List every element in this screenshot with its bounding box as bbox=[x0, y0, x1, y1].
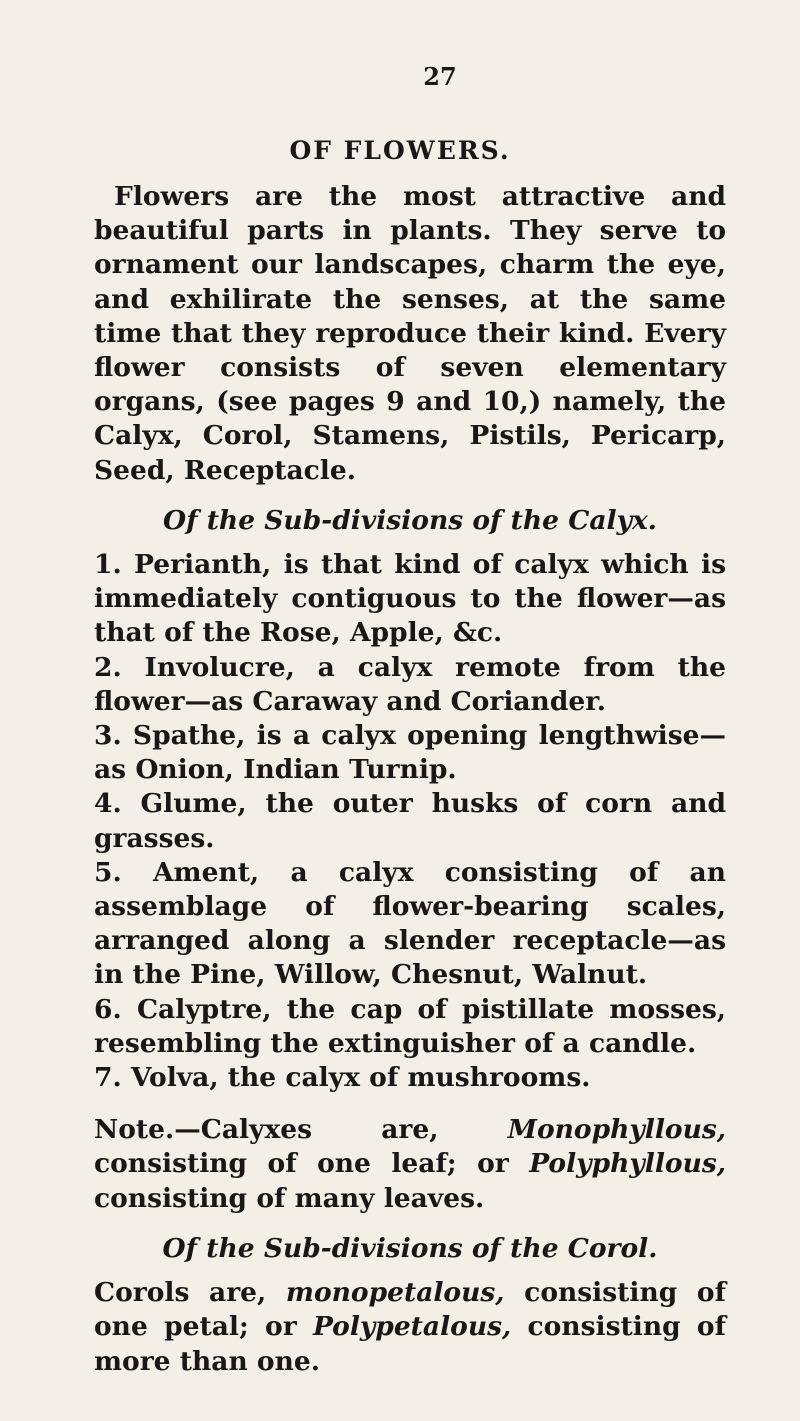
chapter-title: OF FLOWERS. bbox=[289, 136, 511, 165]
note-term-polyphyllous: Polyphyllous, bbox=[529, 1148, 726, 1180]
corol-paragraph bbox=[94, 1276, 726, 1379]
calyx-item: 7. Volva, the calyx of mushrooms. bbox=[94, 1062, 591, 1094]
corol-term-polypetalous: Polypetalous, bbox=[312, 1311, 512, 1343]
corol-section-heading: Of the Sub-divisions of the Corol. bbox=[162, 1232, 658, 1264]
calyx-note bbox=[94, 1113, 726, 1216]
corol-suffix: consisting of more than one. bbox=[94, 1311, 726, 1377]
calyx-item: 1. Perianth, is that kind of calyx which is immediately contiguous to the flower—as that of the Rose, Apple, &c. bbox=[94, 549, 726, 649]
note-suffix: consisting of many leaves. bbox=[94, 1182, 485, 1214]
page-body bbox=[94, 180, 726, 1379]
calyx-section-heading: Of the Sub-divisions of the Calyx. bbox=[162, 504, 657, 536]
calyx-item: 2. Involucre, a calyx remote from the flower—as Caraway and Coriander. bbox=[94, 651, 726, 717]
calyx-item: 5. Ament, a calyx consisting of an assemblage of flower-bearing scales, arranged along a slender receptacle—as in the Pine, Willow, Chesnut, Walnut. bbox=[94, 856, 726, 991]
intro-paragraph: Flowers are the most attractive and beautiful parts in plants. They serve to ornament our landscapes, charm the eye, and exhilirate the senses, at the same time that they reproduce their kind. Every flower consists of seven elementary organs, (see pages 9 and 10,) namely, the Calyx, Corol, Stamens, Pistils, Pericarp, Seed, Receptacle. bbox=[94, 181, 726, 486]
calyx-list bbox=[94, 548, 726, 1095]
note-mid: consisting of one leaf; or bbox=[94, 1148, 530, 1180]
calyx-item: 4. Glume, the outer husks of corn and grasses. bbox=[94, 788, 726, 854]
page-number: 27 bbox=[423, 62, 457, 91]
corol-term-monopetalous: monopetalous, bbox=[285, 1277, 505, 1309]
note-prefix: Note.—Calyxes are, bbox=[94, 1114, 508, 1146]
note-term-monophyllous: Monophyllous, bbox=[507, 1114, 726, 1146]
calyx-item: 3. Spathe, is a calyx opening lengthwise—as Onion, Indian Turnip. bbox=[94, 720, 726, 786]
corol-mid: consisting of one petal; or bbox=[94, 1277, 726, 1343]
calyx-item: 6. Calyptre, the cap of pistillate mosses, resembling the extinguisher of a candle. bbox=[94, 993, 726, 1059]
corol-prefix: Corols are, bbox=[94, 1277, 286, 1309]
